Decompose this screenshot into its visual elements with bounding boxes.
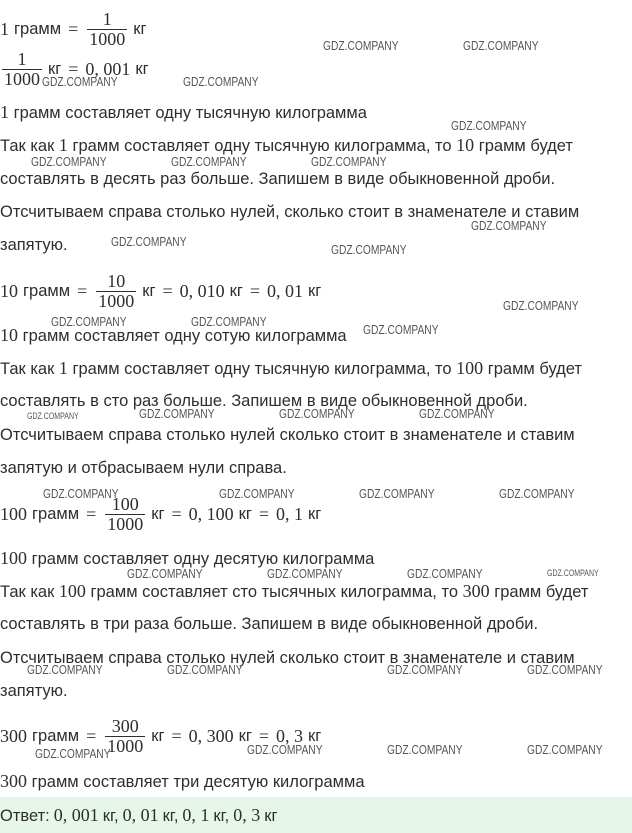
unit-kg: кг [238, 505, 252, 523]
formula-fraction-to-decimal [0, 47, 149, 91]
explanation-text: грамм составляет одну тысячную килограмма, то [67, 137, 457, 155]
explanation-text: грамм будет [489, 583, 589, 601]
step2-conclusion [0, 324, 347, 346]
math-value: 1 [58, 358, 68, 378]
equals-sign: = [258, 504, 270, 524]
answer-unit: кг [102, 807, 114, 825]
equals-sign: = [258, 726, 270, 746]
answer-separator: , [224, 807, 230, 825]
fraction-numerator: 10 [107, 270, 126, 291]
watermark-text: GDZ.COMPANY [359, 487, 435, 501]
math-value: 1 [0, 102, 9, 122]
explanation-text: грамм будет [483, 360, 582, 378]
explanation-text: Так как [0, 583, 59, 601]
unit-gram: грамм [32, 727, 80, 745]
answer-line [0, 804, 277, 826]
watermark-text: GDZ.COMPANY [279, 407, 355, 421]
watermark-text: GDZ.COMPANY [419, 407, 495, 421]
watermark-text: GDZ.COMPANY [247, 743, 323, 757]
equals-sign: = [86, 504, 97, 524]
unit-kg: кг [133, 20, 147, 38]
fraction-denominator: 1000 [107, 735, 144, 756]
math-value: 10 [0, 281, 18, 301]
unit-gram: грамм [23, 282, 71, 300]
decimal-full: 0, 010 [179, 281, 225, 301]
decimal-full: 0, 300 [188, 726, 234, 746]
watermark-text: GDZ.COMPANY [27, 411, 79, 421]
unit-kg: кг [142, 282, 156, 300]
formula-gram-to-kg-fraction [0, 7, 146, 51]
watermark-text: GDZ.COMPANY [471, 219, 547, 233]
step3-rule-continued: запятую и отбрасываем нули справа. [0, 459, 287, 477]
conclusion-text: грамм составляет одну десятую килограмма [27, 550, 375, 568]
answer-value: 0, 1 [182, 805, 210, 825]
unit-kg: кг [238, 727, 252, 745]
fraction [105, 717, 145, 756]
explanation-text: Так как [0, 137, 59, 155]
unit-gram: грамм [14, 20, 62, 38]
math-value: 300 [0, 771, 27, 791]
watermark-text: GDZ.COMPANY [42, 75, 118, 89]
unit-kg: кг [308, 727, 322, 745]
formula-10-grams [0, 269, 321, 313]
watermark-text: GDZ.COMPANY [267, 567, 343, 581]
unit-kg: кг [48, 60, 62, 78]
answer-unit: кг [162, 807, 174, 825]
answer-label: Ответ: [0, 807, 50, 825]
watermark-text: GDZ.COMPANY [331, 243, 407, 257]
equals-sign: = [68, 19, 79, 39]
watermark-text: GDZ.COMPANY [363, 323, 439, 337]
watermark-text: GDZ.COMPANY [171, 155, 247, 169]
step2-rule: Отсчитываем справа столько нулей, сколько стоит в знаменателе и ставим [0, 203, 580, 221]
explanation-text: грамм будет [474, 137, 573, 155]
watermark-text: GDZ.COMPANY [451, 119, 527, 133]
unit-kg: кг [308, 282, 322, 300]
unit-kg: кг [135, 60, 149, 78]
watermark-text: GDZ.COMPANY [51, 315, 127, 329]
fraction-denominator: 1000 [107, 513, 144, 534]
equals-sign: = [171, 726, 182, 746]
math-value: 10 [0, 325, 18, 345]
watermark-text: GDZ.COMPANY [183, 75, 259, 89]
explanation-text: Так как [0, 360, 59, 378]
step3-explanation-continued: составлять в сто раз больше. Запишем в виде обыкновенной дроби. [0, 392, 528, 410]
fraction-numerator: 1 [17, 48, 27, 69]
watermark-text: GDZ.COMPANY [311, 155, 387, 169]
step4-rule: Отсчитываем справа столько нулей сколько стоит в знаменателе и ставим [0, 649, 575, 667]
formula-300-grams [0, 714, 321, 758]
watermark-text: GDZ.COMPANY [31, 155, 107, 169]
unit-gram: грамм [32, 505, 80, 523]
equals-sign: = [68, 59, 79, 79]
watermark-text: GDZ.COMPANY [111, 235, 187, 249]
step2-explanation-continued: составлять в десять раз больше. Запишем в виде обыкновенной дроби. [0, 170, 556, 188]
fraction [87, 10, 127, 49]
math-value: 1 [58, 135, 68, 155]
answer-value: 0, 001 [53, 805, 99, 825]
watermark-text: GDZ.COMPANY [387, 663, 463, 677]
step4-conclusion [0, 770, 365, 792]
watermark-text: GDZ.COMPANY [219, 487, 295, 501]
step3-conclusion [0, 547, 374, 569]
watermark-text: GDZ.COMPANY [139, 407, 215, 421]
math-value: 300 [462, 581, 490, 601]
fraction-denominator: 1000 [89, 28, 126, 49]
decimal-value: 0, 001 [85, 59, 131, 79]
decimal-full: 0, 100 [188, 504, 234, 524]
watermark-text: GDZ.COMPANY [527, 663, 603, 677]
fraction-numerator: 100 [111, 493, 139, 514]
watermark-text: GDZ.COMPANY [503, 299, 579, 313]
watermark-text: GDZ.COMPANY [463, 39, 539, 53]
watermark-text: GDZ.COMPANY [323, 39, 399, 53]
answer-separator: , [173, 807, 179, 825]
answer-separator: , [113, 807, 119, 825]
unit-kg: кг [151, 727, 165, 745]
answer-value: 0, 3 [233, 805, 261, 825]
fraction-numerator: 300 [111, 715, 139, 736]
conclusion-text: грамм составляет одну сотую килограмма [18, 327, 347, 345]
equals-sign: = [86, 726, 97, 746]
watermark-text: GDZ.COMPANY [547, 568, 599, 578]
conclusion-text: грамм составляет одну тысячную килограмма [9, 104, 367, 122]
equals-sign: = [171, 504, 182, 524]
watermark-text: GDZ.COMPANY [499, 487, 575, 501]
equals-sign: = [249, 281, 261, 301]
math-value: 1 [0, 19, 9, 39]
equals-sign: = [162, 281, 173, 301]
decimal-short: 0, 3 [276, 726, 304, 746]
answer-unit: кг [213, 807, 225, 825]
step3-explanation [0, 357, 582, 379]
decimal-short: 0, 01 [267, 281, 304, 301]
fraction-denominator: 1000 [4, 68, 40, 89]
watermark-text: GDZ.COMPANY [191, 315, 267, 329]
watermark-text: GDZ.COMPANY [167, 663, 243, 677]
equals-sign: = [77, 281, 88, 301]
fraction [105, 495, 145, 534]
explanation-text: грамм составляет одну тысячную килограмма, то [67, 360, 457, 378]
watermark-text: GDZ.COMPANY [527, 743, 603, 757]
conclusion-text: грамм составляет три десятую килограмма [27, 773, 365, 791]
fraction [96, 272, 136, 311]
unit-kg: кг [151, 505, 165, 523]
watermark-text: GDZ.COMPANY [127, 567, 203, 581]
step2-explanation [0, 134, 573, 156]
watermark-text: GDZ.COMPANY [27, 663, 103, 677]
formula-100-grams [0, 492, 321, 536]
answer-value: 0, 01 [122, 805, 159, 825]
watermark-text: GDZ.COMPANY [43, 487, 119, 501]
unit-kg: кг [308, 505, 322, 523]
step4-explanation-continued: составлять в три раза больше. Запишем в виде обыкновенной дроби. [0, 615, 539, 633]
decimal-short: 0, 1 [276, 504, 304, 524]
math-value: 100 [0, 548, 27, 568]
fraction-denominator: 1000 [98, 290, 135, 311]
watermark-text: GDZ.COMPANY [35, 747, 111, 761]
step1-conclusion [0, 101, 367, 123]
unit-kg: кг [229, 282, 243, 300]
step4-rule-continued: запятую. [0, 682, 68, 700]
answer-unit: кг [264, 807, 278, 825]
math-value: 10 [456, 135, 475, 155]
step4-explanation [0, 580, 588, 602]
math-value: 100 [456, 358, 484, 378]
watermark-text: GDZ.COMPANY [407, 567, 483, 581]
math-value: 100 [58, 581, 86, 601]
fraction [2, 50, 42, 89]
math-value: 300 [0, 726, 27, 746]
step2-rule-continued: запятую. [0, 236, 68, 254]
watermark-text: GDZ.COMPANY [387, 743, 463, 757]
fraction-numerator: 1 [102, 8, 112, 29]
step3-rule: Отсчитываем справа столько нулей сколько стоит в знаменателе и ставим [0, 426, 575, 444]
explanation-text: грамм составляет сто тысячных килограмма, то [85, 583, 463, 601]
math-value: 100 [0, 504, 27, 524]
